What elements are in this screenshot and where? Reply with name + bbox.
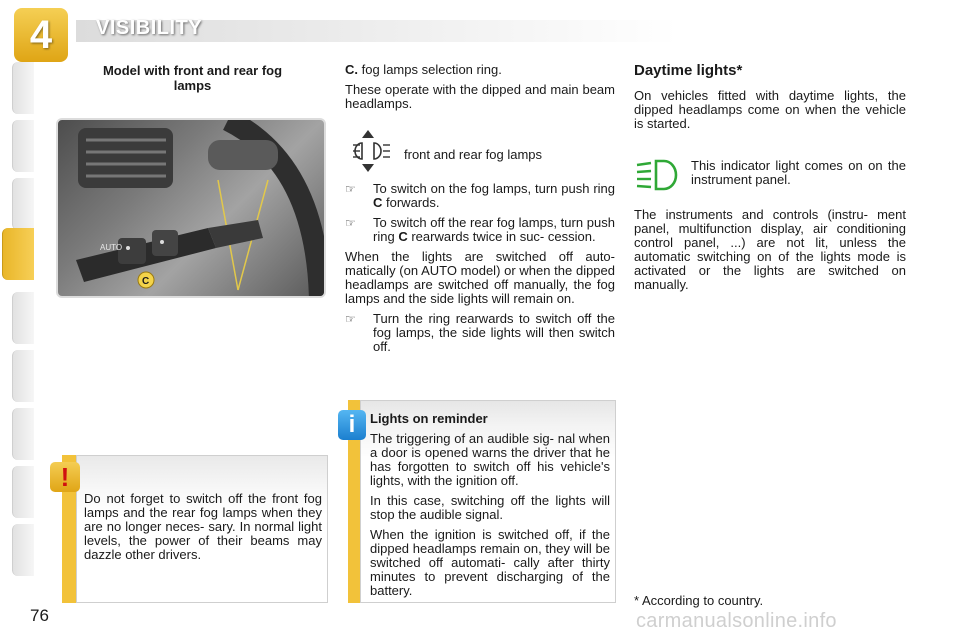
warning-icon: ! xyxy=(50,462,80,492)
fog-lamps-legend xyxy=(352,128,612,174)
hand-pointer-icon: ☞ xyxy=(345,312,356,326)
intro-text: These operate with the dipped and main beam headlamps. xyxy=(345,82,615,111)
ring-letter: C. xyxy=(345,62,358,77)
header-bar xyxy=(76,20,936,42)
info-paragraph: When the ignition is switched off, if the dipped headlamps remain on, they will be switched off automati- cally after thirty minutes to prevent discharging of the battery. xyxy=(370,527,610,598)
side-tab[interactable] xyxy=(12,408,34,460)
page-title: VISIBILITY xyxy=(96,17,203,39)
warning-text: Do not forget to switch off the front fog lamps and the rear fog lamps when they are no longer neces- sary. In normal light levels, the power of their beams may dazzle other drivers. xyxy=(84,491,322,562)
fog-lamps-label: front and rear fog lamps xyxy=(404,147,543,162)
side-chapter-tabs xyxy=(0,62,34,582)
daytime-indicator-legend xyxy=(634,157,906,197)
daytime-lights-title: Daytime lights* xyxy=(634,62,743,79)
hand-pointer-icon: ☞ xyxy=(345,182,356,196)
info-icon: i xyxy=(338,410,366,440)
dashboard-vent xyxy=(78,128,173,188)
daytime-intro: On vehicles fitted with daytime lights, the dipped headlamps come on when the vehicle is started. xyxy=(634,88,906,131)
bullet-turn-ring: ☞ Turn the ring rearwards to switch off the fog lamps, the side lights will then switch off. xyxy=(345,311,615,354)
lighting-stalk-photo xyxy=(56,118,326,298)
steering-column xyxy=(208,140,278,170)
info-title: Lights on reminder xyxy=(370,411,488,426)
side-tab[interactable] xyxy=(12,178,34,230)
info-box xyxy=(360,400,616,603)
watermark: carmanualsonline.info xyxy=(636,610,837,632)
instruments-text: The instruments and controls (instru- ment panel, multifunction display, air conditioning control panel, ...) are not lit, unless the automatic switching on of the lights mode is activated or the lights are switched on manually. xyxy=(634,207,906,292)
side-tab[interactable] xyxy=(12,120,34,172)
bullet-switch-off-rear: ☞ To switch off the rear fog lamps, turn push ring C rearwards twice in suc- cession. xyxy=(345,215,615,244)
middle-intro xyxy=(345,63,615,117)
ring-c-marker xyxy=(138,272,154,288)
side-tab[interactable] xyxy=(12,62,34,114)
ring-description: fog lamps selection ring. xyxy=(361,62,502,77)
side-tab[interactable] xyxy=(12,466,34,518)
indicator-text: This indicator light comes on on the instrument panel. xyxy=(691,158,906,187)
bullet-switch-on: ☞ To switch on the fog lamps, turn push ring C forwards. xyxy=(345,181,615,210)
hand-pointer-icon: ☞ xyxy=(345,216,356,230)
info-paragraph: In this case, switching off the lights will stop the audible signal. xyxy=(370,493,610,522)
page-number: 76 xyxy=(30,606,49,625)
side-tab[interactable] xyxy=(12,350,34,402)
side-tab[interactable] xyxy=(12,524,34,576)
daytime-lights-indicator-icon xyxy=(634,157,682,193)
auto-switch-off-text: When the lights are switched off auto- matically (on AUTO model) or when the dipped headlamps are switched off manually, the fog lamps and the side lights will remain on. xyxy=(345,249,615,306)
auto-label: AUTO xyxy=(100,243,123,252)
side-tab[interactable] xyxy=(12,292,34,344)
lighting-stalk-illustration xyxy=(58,120,326,298)
chapter-number: 4 xyxy=(14,8,68,62)
info-content xyxy=(370,412,610,604)
model-caption: Model with front and rear fog lamps xyxy=(102,63,283,93)
middle-instructions xyxy=(345,182,615,360)
warning-box xyxy=(76,455,328,603)
info-paragraph: The triggering of an audible sig- nal when a door is opened warns the driver that he has forgotten to switch off his vehicle's lights, with the ignition off. xyxy=(370,431,610,488)
fog-lamp-icon xyxy=(352,128,392,174)
side-tab-active[interactable] xyxy=(2,228,34,280)
footnote: * According to country. xyxy=(634,593,764,608)
ring-c-label: C xyxy=(142,276,150,287)
